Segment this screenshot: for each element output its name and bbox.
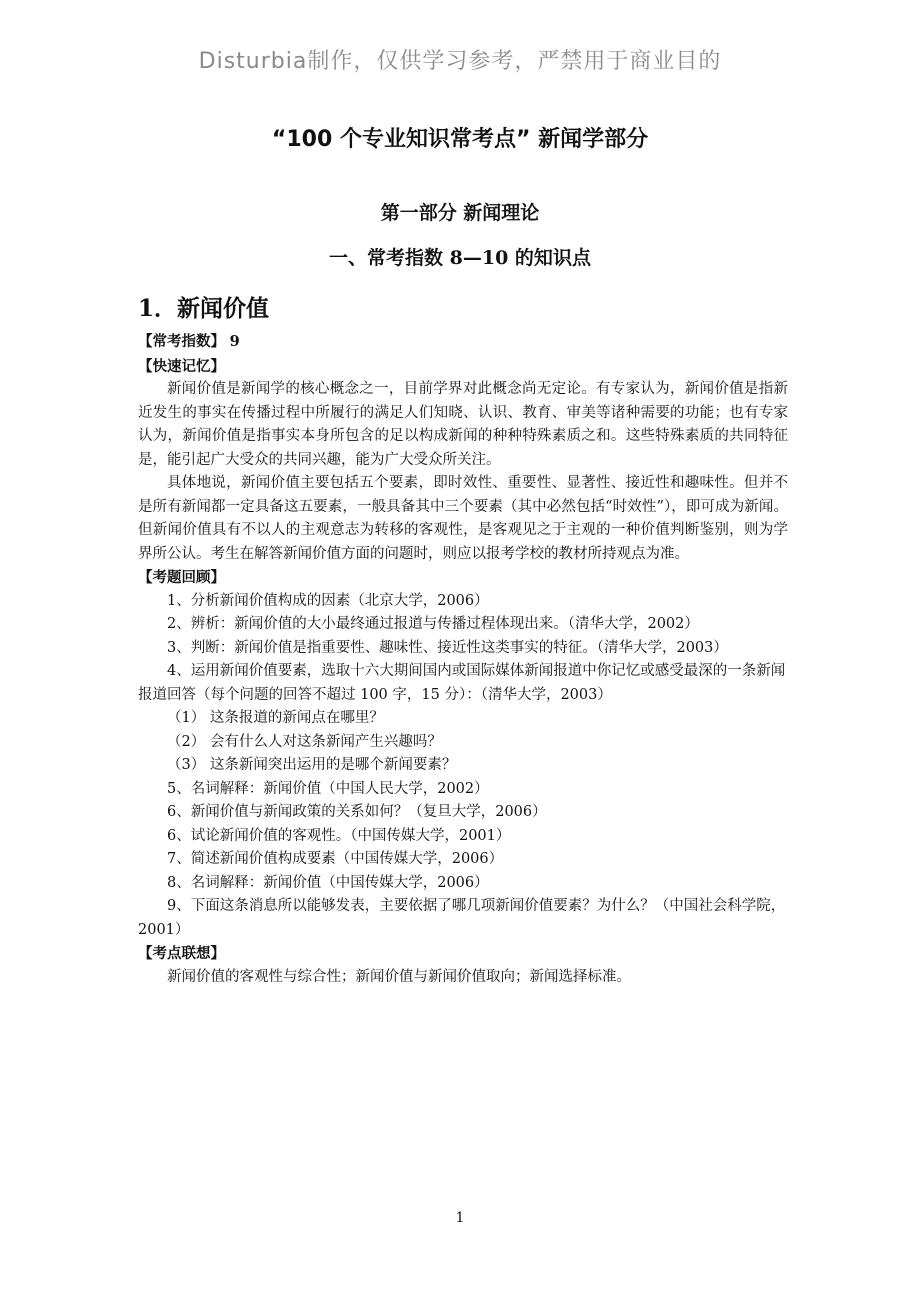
review-item: 8、名词解释：新闻价值（中国传媒大学，2006） bbox=[167, 874, 489, 891]
watermark: Disturbia制作，仅供学习参考，严禁用于商业目的 bbox=[198, 49, 722, 74]
review-subitem: （3） 这条新闻突出运用的是哪个新闻要素？ bbox=[167, 757, 457, 773]
review-item: 1、分析新闻价值构成的因素（北京大学，2006） bbox=[167, 592, 489, 609]
review-subitem: （1） 这条报道的新闻点在哪里？ bbox=[167, 710, 384, 726]
review-item: 6、试论新闻价值的客观性。（中国传媒大学，2001） bbox=[167, 827, 511, 844]
document-body bbox=[138, 330, 788, 989]
review-item: 5、名词解释：新闻价值（中国人民大学，2002） bbox=[167, 780, 489, 797]
exam-index-value: 9 bbox=[229, 333, 240, 350]
review-item: 6、新闻价值与新闻政策的关系如何？（复旦大学，2006） bbox=[167, 804, 547, 820]
part-title: 第一部分 新闻理论 bbox=[380, 202, 540, 224]
quick-memory-label: 【快速记忆】 bbox=[138, 357, 225, 375]
exam-index-row bbox=[138, 330, 788, 355]
review-item: 2、辨析：新闻价值的大小最终通过报道与传播过程体现出来。（清华大学，2002） bbox=[167, 616, 699, 632]
association-text: 新闻价值的客观性与综合性；新闻价值与新闻价值取向；新闻选择标准。 bbox=[167, 968, 631, 985]
review-item: 7、简述新闻价值构成要素（中国传媒大学，2006） bbox=[167, 851, 504, 867]
section-heading: 1．新闻价值 bbox=[138, 295, 270, 322]
document-title: “100 个专业知识常考点” 新闻学部分 bbox=[271, 127, 649, 152]
page-number: 1 bbox=[455, 1210, 465, 1226]
exam-index-label: 【常考指数】 bbox=[138, 333, 225, 350]
review-item: 3、判断：新闻价值是指重要性、趣味性、接近性这类事实的特征。（清华大学，2003） bbox=[167, 639, 728, 656]
review-item: 9、下面这条消息所以能够发表，主要依据了哪几项新闻价值要素？为什么？（中国社会科学院，2001） bbox=[138, 898, 786, 938]
paragraph: 具体地说，新闻价值主要包括五个要素，即时效性、重要性、显著性、接近性和趣味性。但并不是所有新闻都一定具备这五要素，一般具备其中三个要素（其中必然包括“时效性”），即可成为新闻。但新闻价值具有不以人的主观意志为转移的客观性，是客观见之于主观的一种价值判断鉴别，则为学界所公认。考生在解答新闻价值方面的问题时，则应以报考学校的教材所持观点为准。 bbox=[138, 475, 788, 562]
review-label: 【考题回顾】 bbox=[138, 569, 225, 586]
sub-title: 一、常考指数 8—10 的知识点 bbox=[329, 247, 591, 269]
association-label: 【考点联想】 bbox=[138, 945, 225, 962]
paragraph: 新闻价值是新闻学的核心概念之一，目前学界对此概念尚无定论。有专家认为，新闻价值是指新近发生的事实在传播过程中所履行的满足人们知晓、认识、教育、审美等诸种需要的功能；也有专家认为，新闻价值是指事实本身所包含的足以构成新闻的种种特殊素质之和。这些特殊素质的共同特征是，能引起广大受众的共同兴趣，能为广大受众所关注。 bbox=[138, 381, 788, 468]
review-item: 4、运用新闻价值要素，选取十六大期间国内或国际媒体新闻报道中你记忆或感受最深的一条新闻报道回答（每个问题的回答不超过 100 字，15 分）：（清华大学，2003） bbox=[138, 663, 786, 703]
review-subitem: （2） 会有什么人对这条新闻产生兴趣吗？ bbox=[167, 733, 442, 750]
